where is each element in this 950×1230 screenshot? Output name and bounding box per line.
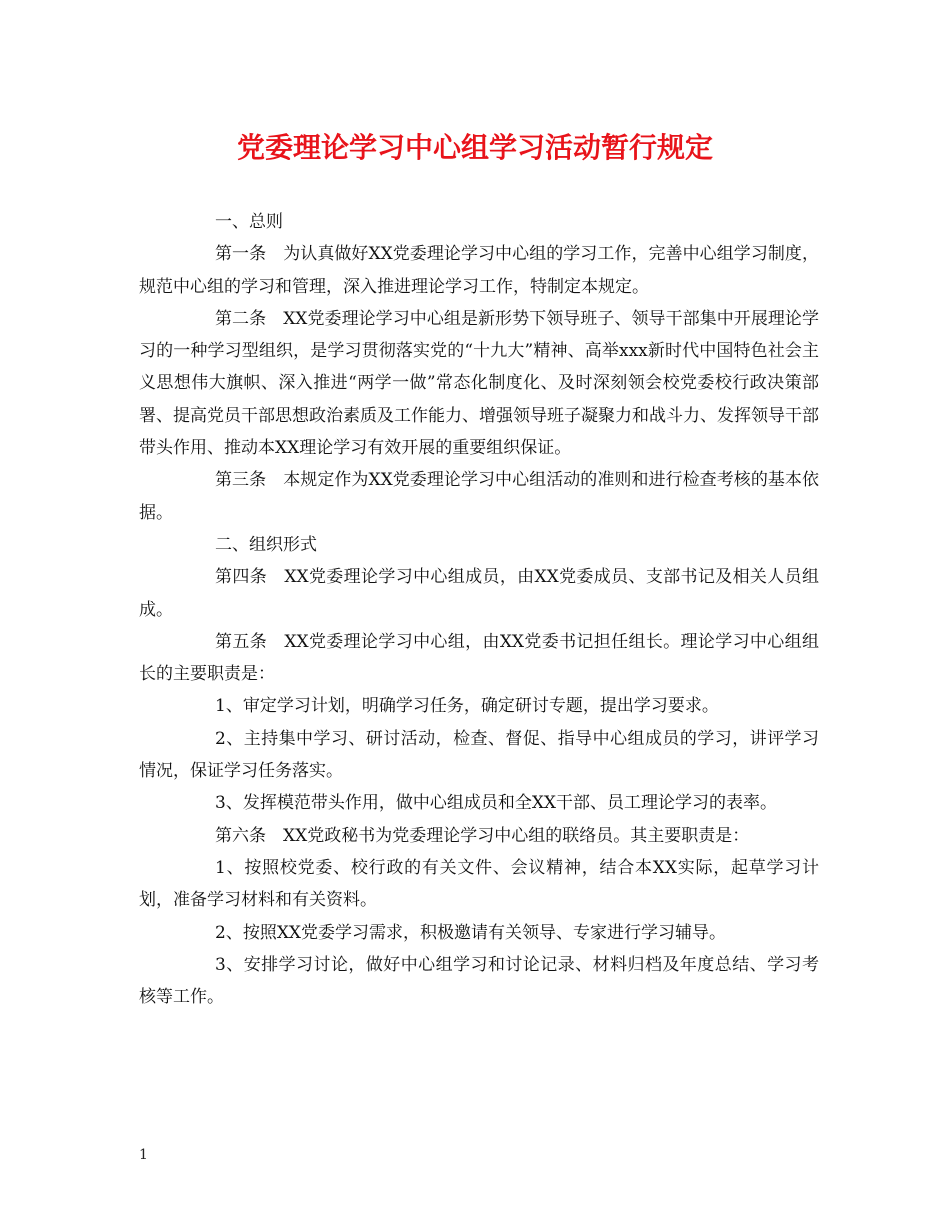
article-6-item-1: 1、按照校党委、校行政的有关文件、会议精神，结合本XX实际，起草学习计划，准备学习材料和有关资料。 (139, 857, 819, 911)
document-body (139, 206, 819, 1013)
article-3: 第三条 本规定作为XX党委理论学习中心组活动的准则和进行检查考核的基本依据。 (139, 470, 819, 523)
article-5: 第五条 XX党委理论学习中心组，由XX党委书记担任组长。理论学习中心组组长的主要职责是： (139, 631, 819, 685)
article-5-item-3: 3、发挥模范带头作用，做中心组成员和全XX干部、员工理论学习的表率。 (215, 793, 778, 814)
section-heading-organization: 二、组织形式 (215, 534, 317, 555)
article-6: 第六条 XX党政秘书为党委理论学习中心组的联络员。其主要职责是： (215, 825, 750, 846)
section-heading-general: 一、总则 (215, 212, 283, 232)
article-4: 第四条 XX党委理论学习中心组成员，由XX党委成员、支部书记及相关人员组成。 (139, 567, 819, 620)
article-6-item-2: 2、按照XX党委学习需求，积极邀请有关领导、专家进行学习辅导。 (215, 922, 727, 943)
article-5-item-1: 1、审定学习计划，明确学习任务，确定研讨专题，提出学习要求。 (215, 696, 719, 717)
article-6-item-3: 3、安排学习讨论，做好中心组学习和讨论记录、材料归档及年度总结、学习考核等工作。 (139, 954, 819, 1008)
article-5-item-2: 2、主持集中学习、研讨活动，检查、督促、指导中心组成员的学习，讲评学习情况，保证学习任务落实。 (139, 728, 819, 782)
page-number: 1 (139, 1147, 148, 1163)
article-1: 第一条 为认真做好XX党委理论学习中心组的学习工作，完善中心组学习制度，规范中心组的学习和管理，深入推进理论学习工作，特制定本规定。 (139, 244, 819, 297)
article-2: 第二条 XX党委理论学习中心组是新形势下领导班子、领导干部集中开展理论学习的一种学习型组织，是学习贯彻落实党的“十九大”精神、高举xxx新时代中国特色社会主义思想伟大旗帜、深入推进“两学一做”常态化制度化、及时深刻领会校党委校行政决策部署、提高党员干部思想政治素质及工作能力、增强领导班子凝聚力和战斗力、发挥领导干部带头作用、推动本XX理论学习有效开展的重要组织保证。 (139, 308, 819, 459)
document-title: 党委理论学习中心组学习活动暂行规定 (236, 131, 713, 164)
